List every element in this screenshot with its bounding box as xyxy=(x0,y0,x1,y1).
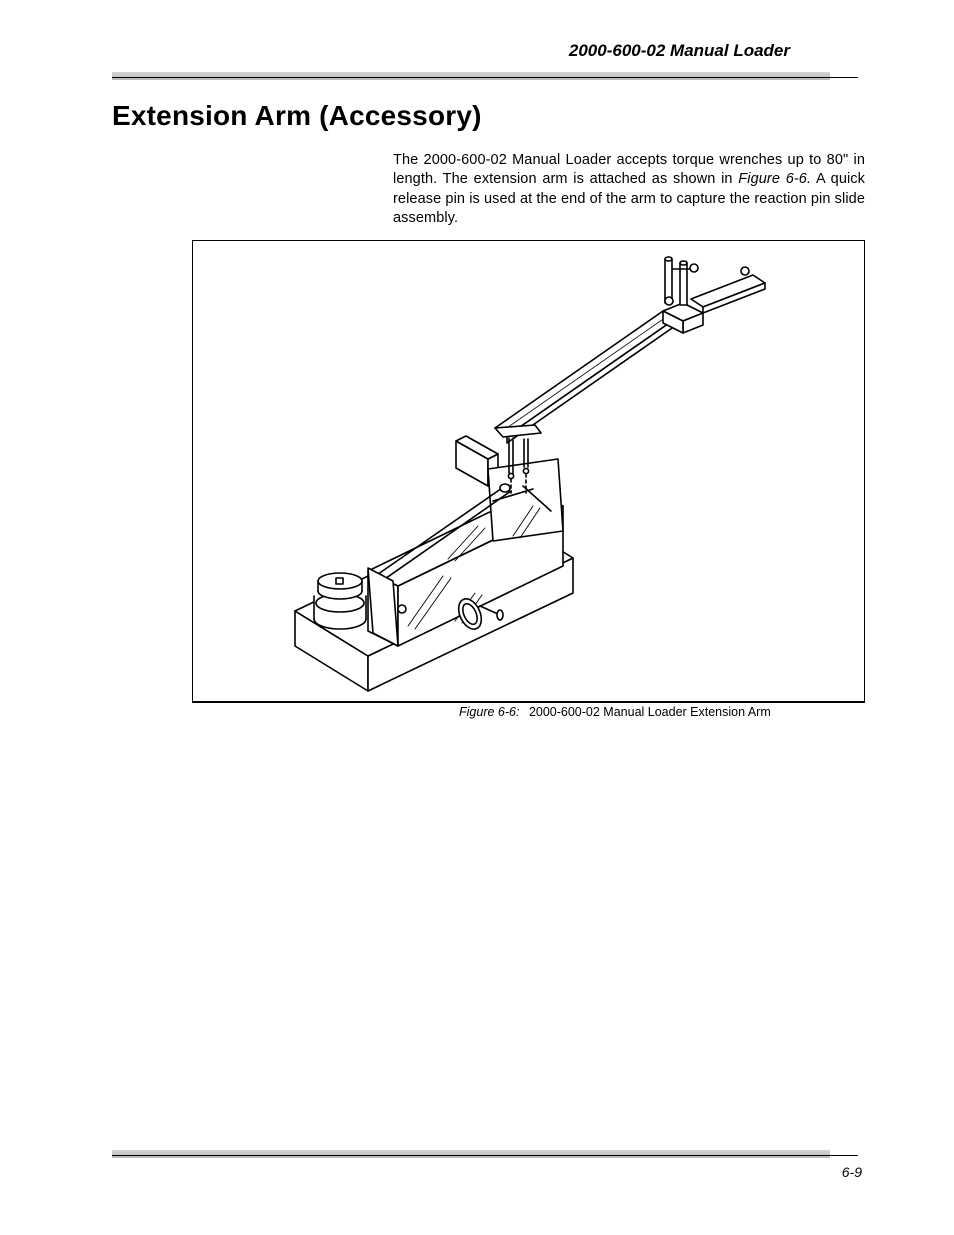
page-title: Extension Arm (Accessory) xyxy=(112,100,482,131)
header-title: 2000-600-02 Manual Loader xyxy=(568,41,790,60)
body-text-1: The 2000-600-02 Manual Loader accepts torque wrenches up to 80" in length. The extension arm is attached as shown in xyxy=(393,152,865,188)
page-number: 6-9 xyxy=(841,1164,862,1180)
figure-caption-text: 2000-600-02 Manual Loader Extension Arm xyxy=(528,705,771,719)
header-rule-bar xyxy=(112,72,830,80)
footer-rule-line xyxy=(112,1155,858,1156)
footer-rule-bar xyxy=(112,1150,830,1158)
header-rule-line xyxy=(112,77,858,78)
body-paragraph xyxy=(393,151,865,229)
figure-caption xyxy=(459,705,771,719)
body-text-2: A quick release pin is used at the end of the arm to capture the reaction pin slide assembly. xyxy=(393,171,866,227)
loader-illustration xyxy=(193,241,864,701)
figure-caption-label: Figure 6-6: xyxy=(459,705,520,719)
figure-reference: Figure 6-6. xyxy=(738,171,812,188)
figure-box xyxy=(192,240,865,703)
